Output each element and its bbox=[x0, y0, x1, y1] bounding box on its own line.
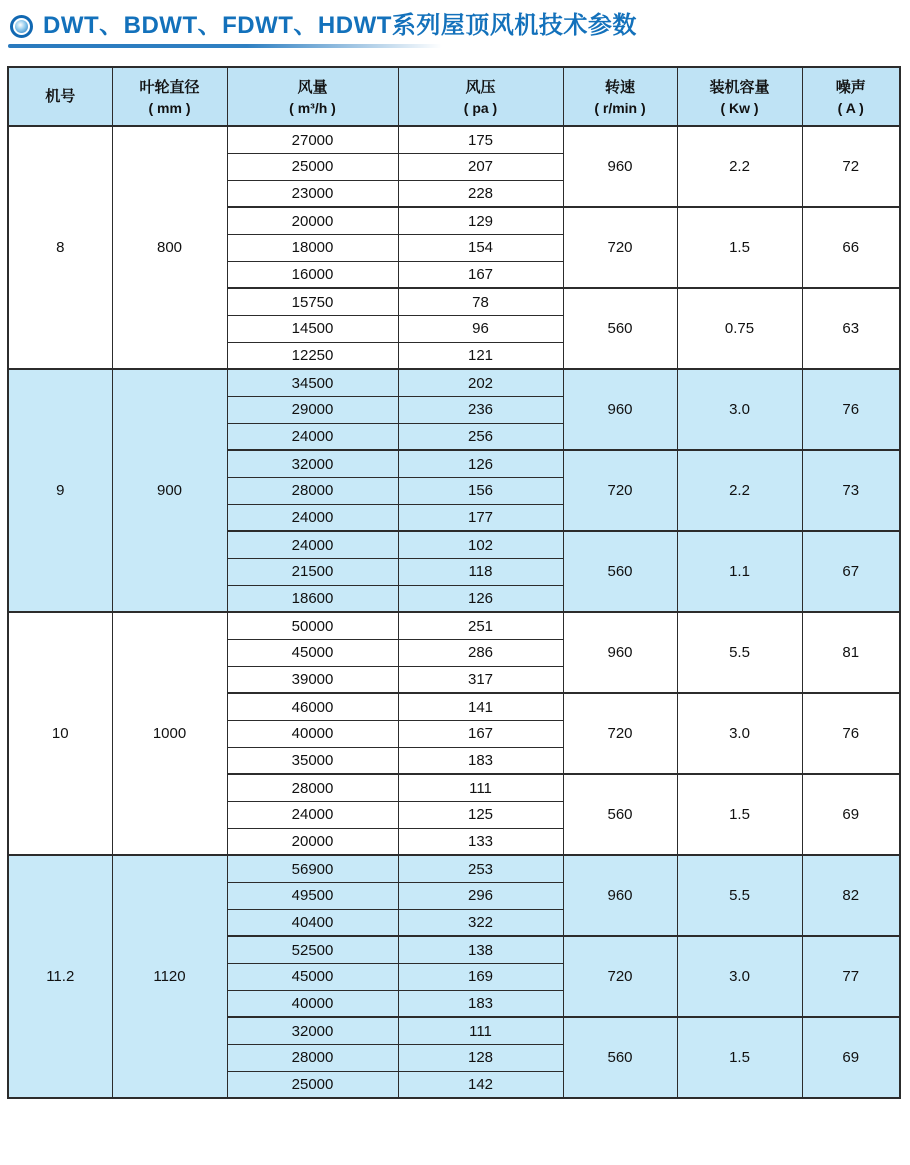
airflow-cell: 56900 bbox=[227, 855, 398, 882]
header-model bbox=[8, 67, 112, 126]
pressure-cell: 253 bbox=[398, 855, 563, 882]
pressure-cell: 286 bbox=[398, 639, 563, 666]
pressure-cell: 121 bbox=[398, 342, 563, 369]
airflow-cell: 16000 bbox=[227, 261, 398, 288]
page-title: DWT、BDWT、FDWT、HDWT系列屋顶风机技术参数 bbox=[43, 12, 637, 39]
airflow-cell: 40000 bbox=[227, 990, 398, 1017]
header-airflow bbox=[227, 67, 398, 126]
pressure-cell: 167 bbox=[398, 261, 563, 288]
airflow-cell: 27000 bbox=[227, 126, 398, 153]
airflow-cell: 46000 bbox=[227, 693, 398, 720]
power-cell: 3.0 bbox=[677, 369, 802, 450]
speed-cell: 720 bbox=[563, 936, 677, 1017]
header-power bbox=[677, 67, 802, 126]
pressure-cell: 129 bbox=[398, 207, 563, 234]
airflow-cell: 32000 bbox=[227, 450, 398, 477]
speed-cell: 960 bbox=[563, 369, 677, 450]
noise-cell: 72 bbox=[802, 126, 900, 207]
diameter-cell: 800 bbox=[112, 126, 227, 369]
pressure-cell: 138 bbox=[398, 936, 563, 963]
airflow-cell: 25000 bbox=[227, 1071, 398, 1098]
power-cell: 1.5 bbox=[677, 774, 802, 855]
speed-cell: 960 bbox=[563, 855, 677, 936]
table-row bbox=[8, 855, 900, 882]
pressure-cell: 202 bbox=[398, 369, 563, 396]
airflow-cell: 39000 bbox=[227, 666, 398, 693]
table-row bbox=[8, 612, 900, 639]
noise-cell: 81 bbox=[802, 612, 900, 693]
table-row bbox=[8, 126, 900, 153]
airflow-cell: 34500 bbox=[227, 369, 398, 396]
airflow-cell: 45000 bbox=[227, 963, 398, 990]
diameter-cell: 1000 bbox=[112, 612, 227, 855]
airflow-cell: 32000 bbox=[227, 1017, 398, 1044]
speed-cell: 720 bbox=[563, 207, 677, 288]
pressure-cell: 317 bbox=[398, 666, 563, 693]
airflow-cell: 28000 bbox=[227, 1044, 398, 1071]
model-cell: 10 bbox=[8, 612, 112, 855]
pressure-cell: 251 bbox=[398, 612, 563, 639]
pressure-cell: 111 bbox=[398, 1017, 563, 1044]
pressure-cell: 141 bbox=[398, 693, 563, 720]
noise-cell: 82 bbox=[802, 855, 900, 936]
airflow-cell: 24000 bbox=[227, 531, 398, 558]
pressure-cell: 322 bbox=[398, 909, 563, 936]
header-power-unit: ( Kw ) bbox=[720, 99, 759, 116]
power-cell: 1.1 bbox=[677, 531, 802, 612]
pressure-cell: 175 bbox=[398, 126, 563, 153]
airflow-cell: 40000 bbox=[227, 720, 398, 747]
airflow-cell: 45000 bbox=[227, 639, 398, 666]
airflow-cell: 28000 bbox=[227, 774, 398, 801]
pressure-cell: 169 bbox=[398, 963, 563, 990]
power-cell: 3.0 bbox=[677, 693, 802, 774]
header-model-label: 机号 bbox=[45, 88, 76, 106]
title-underline-decoration bbox=[8, 44, 442, 48]
airflow-cell: 20000 bbox=[227, 207, 398, 234]
pressure-cell: 126 bbox=[398, 450, 563, 477]
pressure-cell: 125 bbox=[398, 801, 563, 828]
header-pressure-unit: ( pa ) bbox=[463, 99, 498, 116]
airflow-cell: 24000 bbox=[227, 504, 398, 531]
noise-cell: 77 bbox=[802, 936, 900, 1017]
pressure-cell: 183 bbox=[398, 747, 563, 774]
fan-parameters-table bbox=[7, 66, 901, 1099]
pressure-cell: 111 bbox=[398, 774, 563, 801]
airflow-cell: 24000 bbox=[227, 801, 398, 828]
header-airflow-label: 风量 bbox=[297, 78, 328, 96]
airflow-cell: 15750 bbox=[227, 288, 398, 315]
power-cell: 5.5 bbox=[677, 612, 802, 693]
noise-cell: 73 bbox=[802, 450, 900, 531]
airflow-cell: 50000 bbox=[227, 612, 398, 639]
noise-cell: 69 bbox=[802, 1017, 900, 1098]
table-row bbox=[8, 369, 900, 396]
airflow-cell: 20000 bbox=[227, 828, 398, 855]
airflow-cell: 23000 bbox=[227, 180, 398, 207]
header-diameter-unit: ( mm ) bbox=[148, 99, 191, 116]
airflow-cell: 29000 bbox=[227, 396, 398, 423]
airflow-cell: 25000 bbox=[227, 153, 398, 180]
pressure-cell: 78 bbox=[398, 288, 563, 315]
pressure-cell: 102 bbox=[398, 531, 563, 558]
pressure-cell: 96 bbox=[398, 315, 563, 342]
noise-cell: 63 bbox=[802, 288, 900, 369]
pressure-cell: 133 bbox=[398, 828, 563, 855]
pressure-cell: 177 bbox=[398, 504, 563, 531]
airflow-cell: 12250 bbox=[227, 342, 398, 369]
pressure-cell: 126 bbox=[398, 585, 563, 612]
airflow-cell: 28000 bbox=[227, 477, 398, 504]
power-cell: 1.5 bbox=[677, 207, 802, 288]
noise-cell: 67 bbox=[802, 531, 900, 612]
header-speed-label: 转速 bbox=[604, 78, 635, 96]
airflow-cell: 49500 bbox=[227, 882, 398, 909]
pressure-cell: 236 bbox=[398, 396, 563, 423]
power-cell: 2.2 bbox=[677, 126, 802, 207]
model-cell: 9 bbox=[8, 369, 112, 612]
speed-cell: 560 bbox=[563, 774, 677, 855]
header-pressure-label: 风压 bbox=[465, 78, 496, 96]
pressure-cell: 118 bbox=[398, 558, 563, 585]
pressure-cell: 167 bbox=[398, 720, 563, 747]
diameter-cell: 1120 bbox=[112, 855, 227, 1098]
speed-cell: 960 bbox=[563, 612, 677, 693]
airflow-cell: 35000 bbox=[227, 747, 398, 774]
header-pressure bbox=[398, 67, 563, 126]
noise-cell: 76 bbox=[802, 369, 900, 450]
speed-cell: 960 bbox=[563, 126, 677, 207]
header-speed bbox=[563, 67, 677, 126]
airflow-cell: 24000 bbox=[227, 423, 398, 450]
pressure-cell: 156 bbox=[398, 477, 563, 504]
header-noise bbox=[802, 67, 900, 126]
pressure-cell: 296 bbox=[398, 882, 563, 909]
speed-cell: 720 bbox=[563, 693, 677, 774]
header-airflow-unit: ( m³/h ) bbox=[289, 99, 336, 116]
noise-cell: 76 bbox=[802, 693, 900, 774]
airflow-cell: 52500 bbox=[227, 936, 398, 963]
pressure-cell: 128 bbox=[398, 1044, 563, 1071]
header-noise-label: 噪声 bbox=[835, 78, 866, 96]
pressure-cell: 142 bbox=[398, 1071, 563, 1098]
airflow-cell: 40400 bbox=[227, 909, 398, 936]
header-power-label: 装机容量 bbox=[709, 78, 770, 96]
pressure-cell: 154 bbox=[398, 234, 563, 261]
header-diameter bbox=[112, 67, 227, 126]
header-row bbox=[8, 67, 900, 126]
model-cell: 11.2 bbox=[8, 855, 112, 1098]
model-cell: 8 bbox=[8, 126, 112, 369]
noise-cell: 66 bbox=[802, 207, 900, 288]
airflow-cell: 21500 bbox=[227, 558, 398, 585]
power-cell: 1.5 bbox=[677, 1017, 802, 1098]
pressure-cell: 228 bbox=[398, 180, 563, 207]
pressure-cell: 207 bbox=[398, 153, 563, 180]
header-speed-unit: ( r/min ) bbox=[594, 99, 646, 116]
power-cell: 0.75 bbox=[677, 288, 802, 369]
airflow-cell: 14500 bbox=[227, 315, 398, 342]
header-diameter-label: 叶轮直径 bbox=[139, 78, 200, 96]
speed-cell: 560 bbox=[563, 1017, 677, 1098]
power-cell: 3.0 bbox=[677, 936, 802, 1017]
speed-cell: 560 bbox=[563, 288, 677, 369]
header-noise-unit: ( A ) bbox=[837, 99, 864, 116]
table-header bbox=[8, 67, 900, 126]
fan-table-body bbox=[8, 126, 900, 1098]
speed-cell: 560 bbox=[563, 531, 677, 612]
pressure-cell: 256 bbox=[398, 423, 563, 450]
pressure-cell: 183 bbox=[398, 990, 563, 1017]
power-cell: 5.5 bbox=[677, 855, 802, 936]
speed-cell: 720 bbox=[563, 450, 677, 531]
bullet-icon bbox=[10, 15, 33, 38]
airflow-cell: 18000 bbox=[227, 234, 398, 261]
diameter-cell: 900 bbox=[112, 369, 227, 612]
title-section bbox=[0, 0, 910, 39]
bullet-icon-sphere bbox=[15, 20, 28, 33]
power-cell: 2.2 bbox=[677, 450, 802, 531]
noise-cell: 69 bbox=[802, 774, 900, 855]
airflow-cell: 18600 bbox=[227, 585, 398, 612]
